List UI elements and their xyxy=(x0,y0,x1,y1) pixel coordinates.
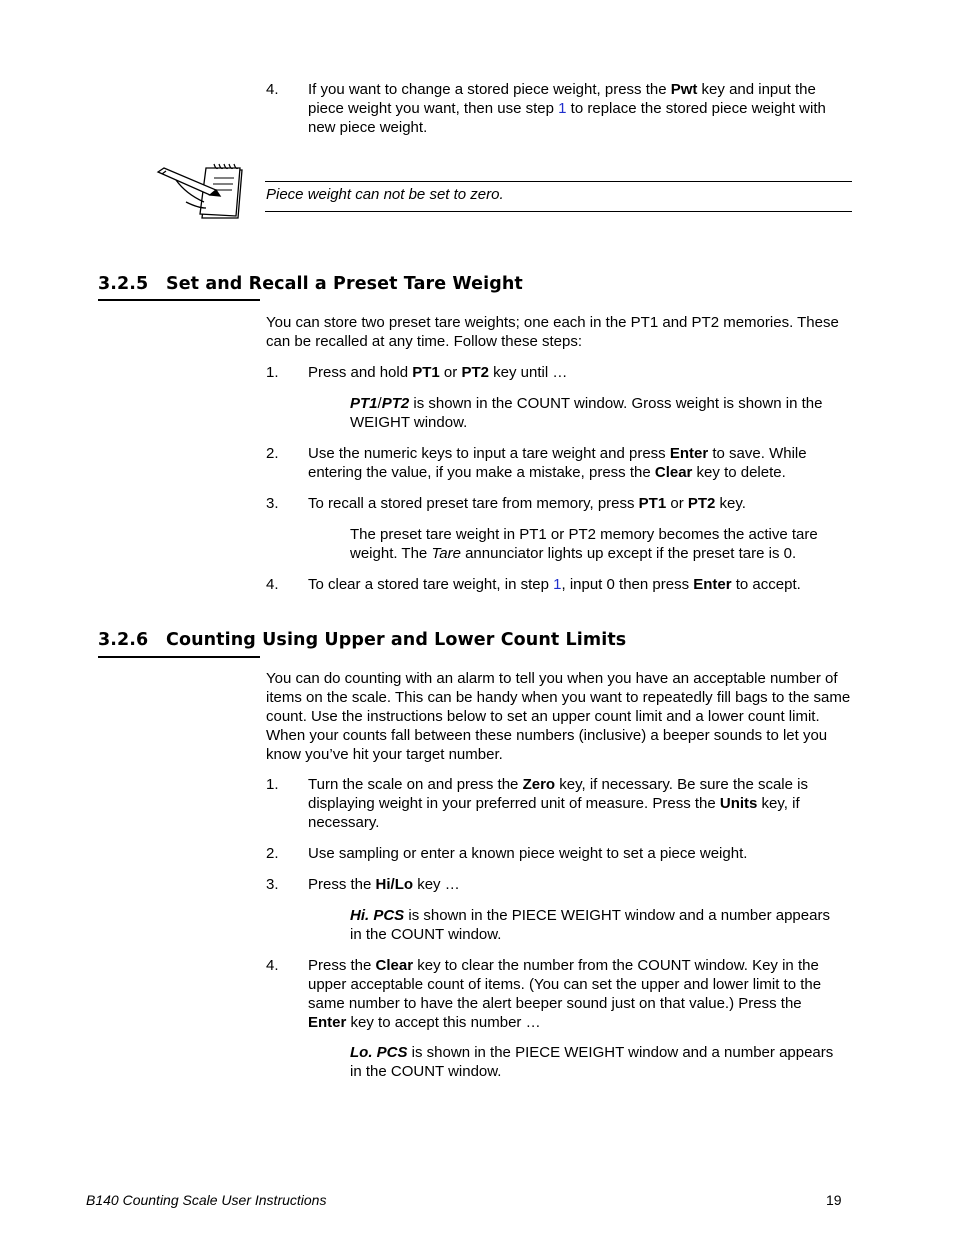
text: count. Use the instructions below to set an upper count limit and a lower count limit. xyxy=(266,708,820,725)
text: When your counts fall between these numbers (inclusive) a beeper sounds to let you xyxy=(266,727,828,744)
step-number: 3. xyxy=(266,876,279,893)
text: To recall a stored preset tare from memory, press xyxy=(308,495,639,512)
step-number: 1. xyxy=(266,364,279,381)
text: Press and hold xyxy=(308,364,413,381)
key-name: Hi/Lo xyxy=(375,876,414,893)
step-result xyxy=(350,525,854,563)
text: annunciator lights up except if the preset tare is 0. xyxy=(460,545,797,562)
heading-rule xyxy=(98,299,260,301)
key-name: Enter xyxy=(308,1014,347,1031)
text: know you’ve hit your target number. xyxy=(266,746,503,763)
page-number: 19 xyxy=(826,1192,842,1208)
text: items on the scale. This can be handy when you want to repeatedly fill bags to the same xyxy=(266,689,851,706)
text: Press the xyxy=(308,876,376,893)
notepad-pencil-icon xyxy=(156,162,246,222)
text: is shown in the PIECE WEIGHT window and a number appears xyxy=(404,907,830,924)
text: key to clear the number from the COUNT window. Key in the xyxy=(413,957,819,974)
step-number: 4. xyxy=(266,81,279,98)
step-text xyxy=(308,575,854,594)
section-intro xyxy=(266,313,854,351)
step-text: Use sampling or enter a known piece weight to set a piece weight. xyxy=(308,845,748,862)
text: piece weight you want, then use step xyxy=(308,100,559,117)
text: The preset tare weight in PT1 or PT2 memory becomes the active tare xyxy=(350,526,818,543)
step-text xyxy=(308,775,854,832)
key-name: PT2 xyxy=(461,364,489,381)
key-name: PT1 xyxy=(412,364,440,381)
step-link[interactable]: 1 xyxy=(558,100,567,117)
key-name: Units xyxy=(719,795,758,812)
step-number: 4. xyxy=(266,576,279,593)
key-name: Zero xyxy=(522,776,556,793)
step-result xyxy=(350,906,854,944)
step-text xyxy=(308,875,854,894)
text: WEIGHT window. xyxy=(350,414,468,431)
step-text xyxy=(308,80,854,137)
key-name: PT2 xyxy=(687,495,716,512)
note-rule-bottom xyxy=(265,211,852,212)
text: is shown in the PIECE WEIGHT window and a number appears xyxy=(407,1044,834,1061)
step-result xyxy=(350,1043,854,1081)
note-text: Piece weight can not be set to zero. xyxy=(266,186,504,203)
text: in the COUNT window. xyxy=(350,926,502,943)
text: key, if xyxy=(757,795,800,812)
section-title: Counting Using Upper and Lower Count Limits xyxy=(166,630,627,650)
text: or xyxy=(439,364,462,381)
step-result xyxy=(350,394,854,432)
text: key to delete. xyxy=(692,464,786,481)
text: to save. While xyxy=(708,445,807,462)
key-name: Clear xyxy=(375,957,414,974)
key-name: Enter xyxy=(669,445,709,462)
section-heading xyxy=(98,273,523,295)
step-text xyxy=(308,444,854,482)
text: key until … xyxy=(488,364,568,381)
text: Use the numeric keys to input a tare weight and press xyxy=(308,445,670,462)
display-text: PT1 xyxy=(350,395,378,412)
step-text xyxy=(308,956,854,1032)
step-number: 4. xyxy=(266,957,279,974)
note-rule-top xyxy=(265,181,852,182)
footer-title: B140 Counting Scale User Instructions xyxy=(86,1192,327,1208)
section-heading xyxy=(98,629,626,651)
annunciator-name: Tare xyxy=(431,545,461,562)
text: , input 0 then press xyxy=(561,576,694,593)
step-link[interactable]: 1 xyxy=(553,576,562,593)
text: same number to have the alert beeper sound just on that value.) Press the xyxy=(308,995,802,1012)
text: key and input the xyxy=(697,81,816,98)
text: upper acceptable count of items. (You can set the upper and lower limit to the xyxy=(308,976,822,993)
text: in the COUNT window. xyxy=(350,1063,502,1080)
text: key, if necessary. Be sure the scale is xyxy=(555,776,808,793)
text: can be recalled at any time. Follow these steps: xyxy=(266,333,582,350)
step-number: 2. xyxy=(266,445,279,462)
text: entering the value, if you make a mistake, press the xyxy=(308,464,655,481)
section-title: Set and Recall a Preset Tare Weight xyxy=(166,274,523,294)
step-text xyxy=(308,363,854,382)
text: is shown in the COUNT window. Gross weight is shown in the xyxy=(409,395,823,412)
heading-rule xyxy=(98,656,260,658)
text: key to accept this number … xyxy=(346,1014,541,1031)
section-number: 3.2.5 xyxy=(98,274,149,294)
step-number: 2. xyxy=(266,845,279,862)
text: or xyxy=(666,495,688,512)
key-name: PT1 xyxy=(638,495,667,512)
step-number: 3. xyxy=(266,495,279,512)
text: To clear a stored tare weight, in step xyxy=(308,576,554,593)
display-text: Lo. PCS xyxy=(350,1044,408,1061)
text: You can do counting with an alarm to tell you when you have an acceptable number of xyxy=(266,670,838,687)
display-text: PT2 xyxy=(381,395,410,412)
text: necessary. xyxy=(308,814,380,831)
section-intro xyxy=(266,669,854,764)
text: to replace the stored piece weight with xyxy=(566,100,826,117)
text: If you want to change a stored piece weight, press the xyxy=(308,81,671,98)
text: weight. The xyxy=(350,545,432,562)
text: displaying weight in your preferred unit of measure. Press the xyxy=(308,795,720,812)
step-text xyxy=(308,494,854,513)
display-text: Hi. PCS xyxy=(350,907,405,924)
section-number: 3.2.6 xyxy=(98,630,149,650)
key-name: Pwt xyxy=(670,81,698,98)
text: to accept. xyxy=(731,576,801,593)
text: You can store two preset tare weights; one each in the PT1 and PT2 memories. These xyxy=(266,314,839,331)
key-name: Clear xyxy=(654,464,693,481)
text: / xyxy=(377,395,382,412)
step-number: 1. xyxy=(266,776,279,793)
text: Turn the scale on and press the xyxy=(308,776,523,793)
key-name: Enter xyxy=(693,576,732,593)
text: new piece weight. xyxy=(308,119,428,136)
text: Press the xyxy=(308,957,376,974)
text: key. xyxy=(715,495,746,512)
text: key … xyxy=(413,876,460,893)
